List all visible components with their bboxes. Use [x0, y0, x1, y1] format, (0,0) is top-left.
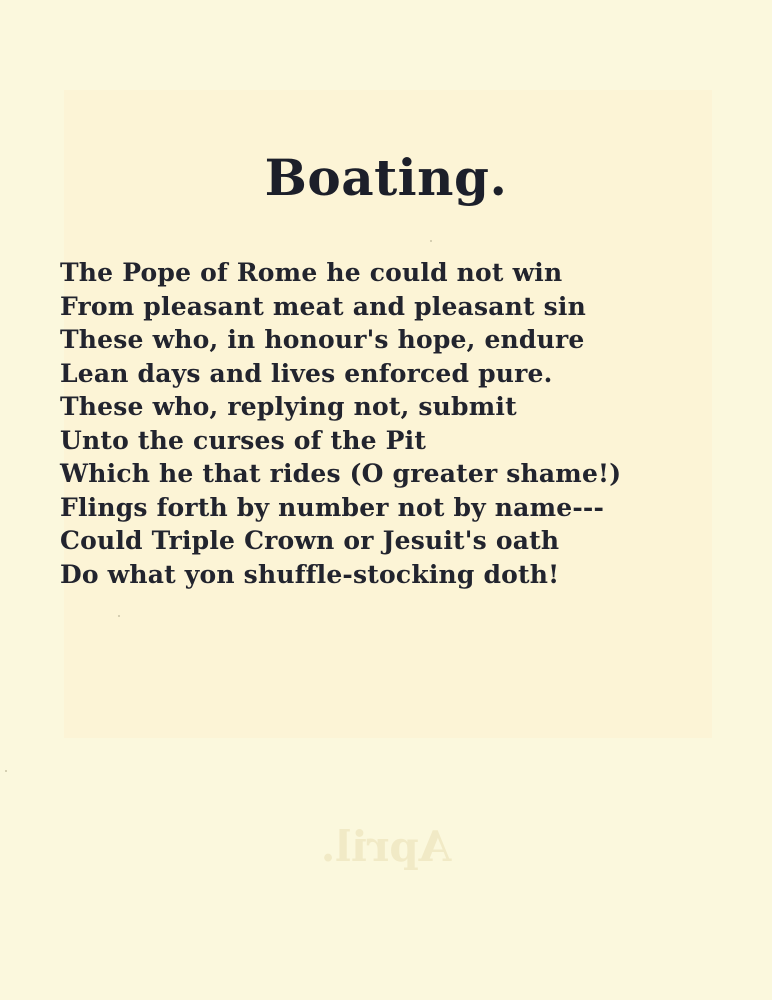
- poem-line: The Pope of Rome he could not win: [60, 258, 563, 287]
- paper-speck: [430, 240, 432, 242]
- poem-line: Could Triple Crown or Jesuit's oath: [60, 526, 560, 555]
- poem-line: From pleasant meat and pleasant sin: [60, 291, 586, 321]
- paper-speck: [5, 770, 7, 772]
- poem-body: [60, 256, 750, 591]
- poem-line: Flings forth by number not by name---: [60, 492, 605, 522]
- reverse-page-show-through: April.: [320, 822, 452, 871]
- paper-speck: [118, 615, 120, 617]
- poem-line: Do what yon shuffle-stocking doth!: [60, 559, 560, 589]
- poem-line: These who, in honour's hope, endure: [60, 325, 585, 354]
- poem-title: Boating.: [264, 148, 508, 207]
- poem-line: Lean days and lives enforced pure.: [60, 358, 553, 388]
- poem-line: Which he that rides (O greater shame!): [60, 459, 622, 488]
- poem-line: These who, replying not, submit: [60, 392, 517, 421]
- poem-line: Unto the curses of the Pit: [60, 425, 427, 455]
